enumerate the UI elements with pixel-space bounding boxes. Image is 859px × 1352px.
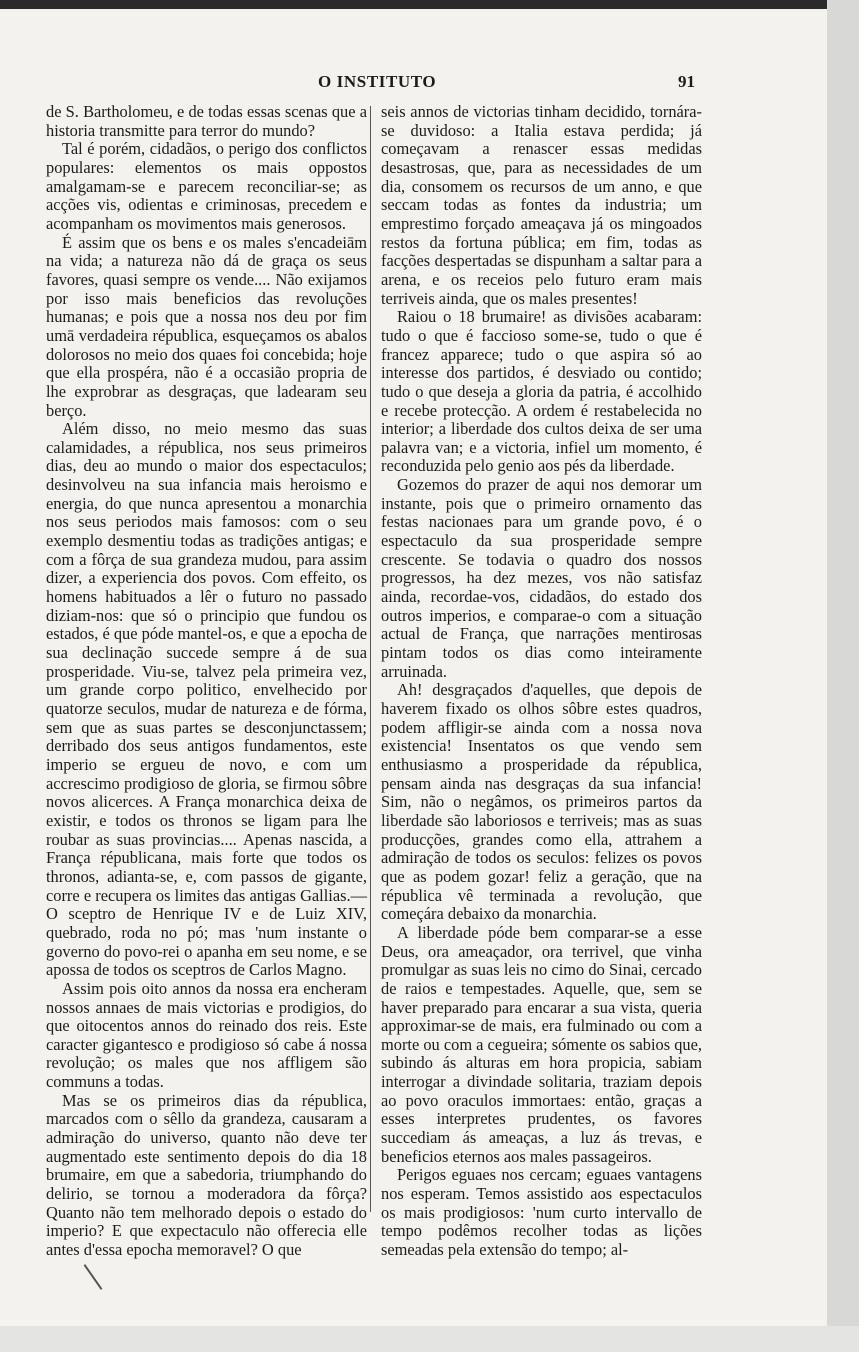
paragraph: A liberdade póde bem comparar-se a esse Deus, ora ameaçador, ora terrivel, que vinha promulgar as suas leis no cimo do Sinai, cercado de raios e tempestades. Aquelle, que, sem se haver preparado para encarar a sua vista, queria approximar-se de mais, era fulminado ou com a morte ou com a cegueira; sómente os sabios que, subindo ás alturas em hora propicia, sabiam interrogar a divindade solitaria, traziam depois ao povo oraculos immortaes: então, graças a esses interpretes prudentes, os favores succediam ás ameaças, a luz ás trevas, e beneficios eternos aos males passageiros. xyxy=(381,922,702,1166)
page-right-edge xyxy=(827,0,859,1352)
paragraph: Gozemos do prazer de aqui nos demorar um instante, pois que o primeiro ornamento das festas nacionaes para um grande povo, é o espectaculo da sua prosperidade sempre crescente. Se todavia o quadro dos nossos progressos, ha dez mezes, vos não satisfaz ainda, recordae-vos, cidadãos, do estado dos outros imperios, e comparae-o com a situação actual de França, que narrações mentirosas pintam todos os dias como inteiramente arruinada. xyxy=(381,475,702,681)
paragraph: Assim pois oito annos da nossa era encheram nossos annaes de mais victorias e prodigios, do que oitocentos annos do reinado dos reis. Este caracter gigantesco e prodigioso só cabe á nossa revolução; os males que nos affligem são communs a todas. xyxy=(46,978,367,1092)
paragraph: Perigos eguaes nos cercam; eguaes vantagens nos esperam. Temos assistido aos espectaculos os mais prodigiosos: 'num curto intervallo de tempo podêmos recolher todas as lições semeadas pela extensão do tempo; al- xyxy=(381,1165,702,1260)
column-rule xyxy=(370,106,371,1212)
running-head xyxy=(0,70,859,98)
paragraph: É assim que os bens e os males s'encadeiām na vida; a natureza não dá de graça os seus favores, quasi sempre os vende.... Não exijamos por isso mais beneficios das revoluções humanas; e pois que a nossa nos deu por fim umā verdadeira républica, esqueçamos os abalos dolorosos no meio dos quaes foi concebida; hoje que ella prospéra, não é a occasião propria de lhe exprobrar as desgraças, que ladearam seu berço. xyxy=(46,232,367,420)
left-column xyxy=(46,103,367,1260)
paragraph: Raiou o 18 brumaire! as divisões acabaram: tudo o que é faccioso some-se, tudo o que é francez apparece; tudo o que aspira só ao interesse dos partidos, é desviado ou contido; tudo o que deseja a gloria da patria, é accolhido e recebe protecção. A ordem é restabelecida no interior; a liberdade dos cultos deixa de ser uma palavra van; e a victoria, infiel um momento, é reconduzida pelo genio aos pés da liberdade. xyxy=(381,307,702,476)
right-column xyxy=(381,103,702,1260)
paragraph: Mas se os primeiros dias da républica, marcados com o sêllo da grandeza, causaram a admiração do universo, quanto não deve ter augmentado este sentimento depois do dia 18 brumaire, em que a sabedoria, triumphando do delirio, se tornou a moderadora da fôrça? Quanto não tem melhorado depois o estado do imperio? E que expectaculo não offerecia elle antes d'essa epocha memoravel? O que xyxy=(46,1090,367,1260)
page-number: 91 xyxy=(678,72,695,91)
paragraph: Tal é porém, cidadãos, o perigo dos conflictos populares: elementos os mais oppostos amalgamam-se e parecem reconciliar-se; as acções vis, odientas e criminosas, precedem e acompanham os movimentos mais generosos. xyxy=(46,139,367,233)
stray-ink-mark xyxy=(84,1264,103,1290)
paragraph: Ah! desgraçados d'aquelles, que depois de haverem fixado os olhos sôbre estes quadros, podem affligir-se ainda com a nossa nova existencia! Insentatos os que vendo sem enthusiasmo a prosperidade da républica, pensam ainda nas desgraças da sua infancia! Sim, não o negâmos, os primeiros partos da liberdade são laboriosos e terriveis; mas as suas producções, grandes como ella, attrahem a admiração de todos os seculos: felizes os povos que as podem gozar! feliz a geração, que na républica vê terminada a revolução, que começára debaixo da monarchia. xyxy=(381,680,702,924)
page-bottom-edge xyxy=(0,1326,859,1352)
journal-title: O INSTITUTO xyxy=(318,72,437,91)
paragraph: de S. Bartholomeu, e de todas essas scenas que a historia transmitte para terror do mundo? xyxy=(46,102,367,140)
paragraph: Além disso, no meio mesmo das suas calamidades, a républica, nos seus primeiros dias, deu ao mundo o maior dos espectaculos; desinvolveu na sua infancia mais heroismo e energia, do que nunca apresentou a monarchia nos seus periodos mais famosos: com o seu exemplo desmentiu todas as tradições antigas; e com a fôrça de sua grandeza mudou, para assim dizer, a experiencia dos povos. Com effeito, os homens habituados a lêr o futuro no passado diziam-nos: que só o principio que fundou os estados, é que póde mantel-os, e que a epocha de sua declinação succede sempre á de sua prosperidade. Viu-se, talvez pela primeira vez, um grande corpo politico, envelhecido por quatorze seculos, mudar de natureza e de fórma, sem que as suas partes se desconjunctassem; derribado dos seus antigos fundamentos, este imperio se ergueu de novo, e com um accrescimo prodigioso de gloria, se firmou sôbre novos alicerces. A França monarchica deixa de existir, e todos os thronos se ligam para lhe roubar as suas provincias.... Apenas nascida, a França républicana, mais forte que todos os thronos, adianta-se, e, com passos de gigante, corre e recupera os limites das antigas Gallias.—O sceptro de Henrique IV e de Luiz XIV, quebrado, roda no pó; mas 'num instante o governo do povo-rei o apanha em seu nome, e se apossa de todos os sceptros de Carlos Magno. xyxy=(46,419,367,980)
paragraph: seis annos de victorias tinham decidido, tornára-se duvidoso: a Italia estava perdida; já começavam a renascer essas medidas desastrosas, que, para as necessidades de um dia, consomem os recursos de um anno, e que seccam todas as fontes da industria; um emprestimo forçado ameaçava já os mingoados restos da fortuna pública; em fim, todas as facções despertadas se dispunham a saltar para a arena, e os receios pelo futuro eram mais terriveis ainda, que os males presentes! xyxy=(381,102,702,308)
page-top-edge xyxy=(0,0,859,9)
